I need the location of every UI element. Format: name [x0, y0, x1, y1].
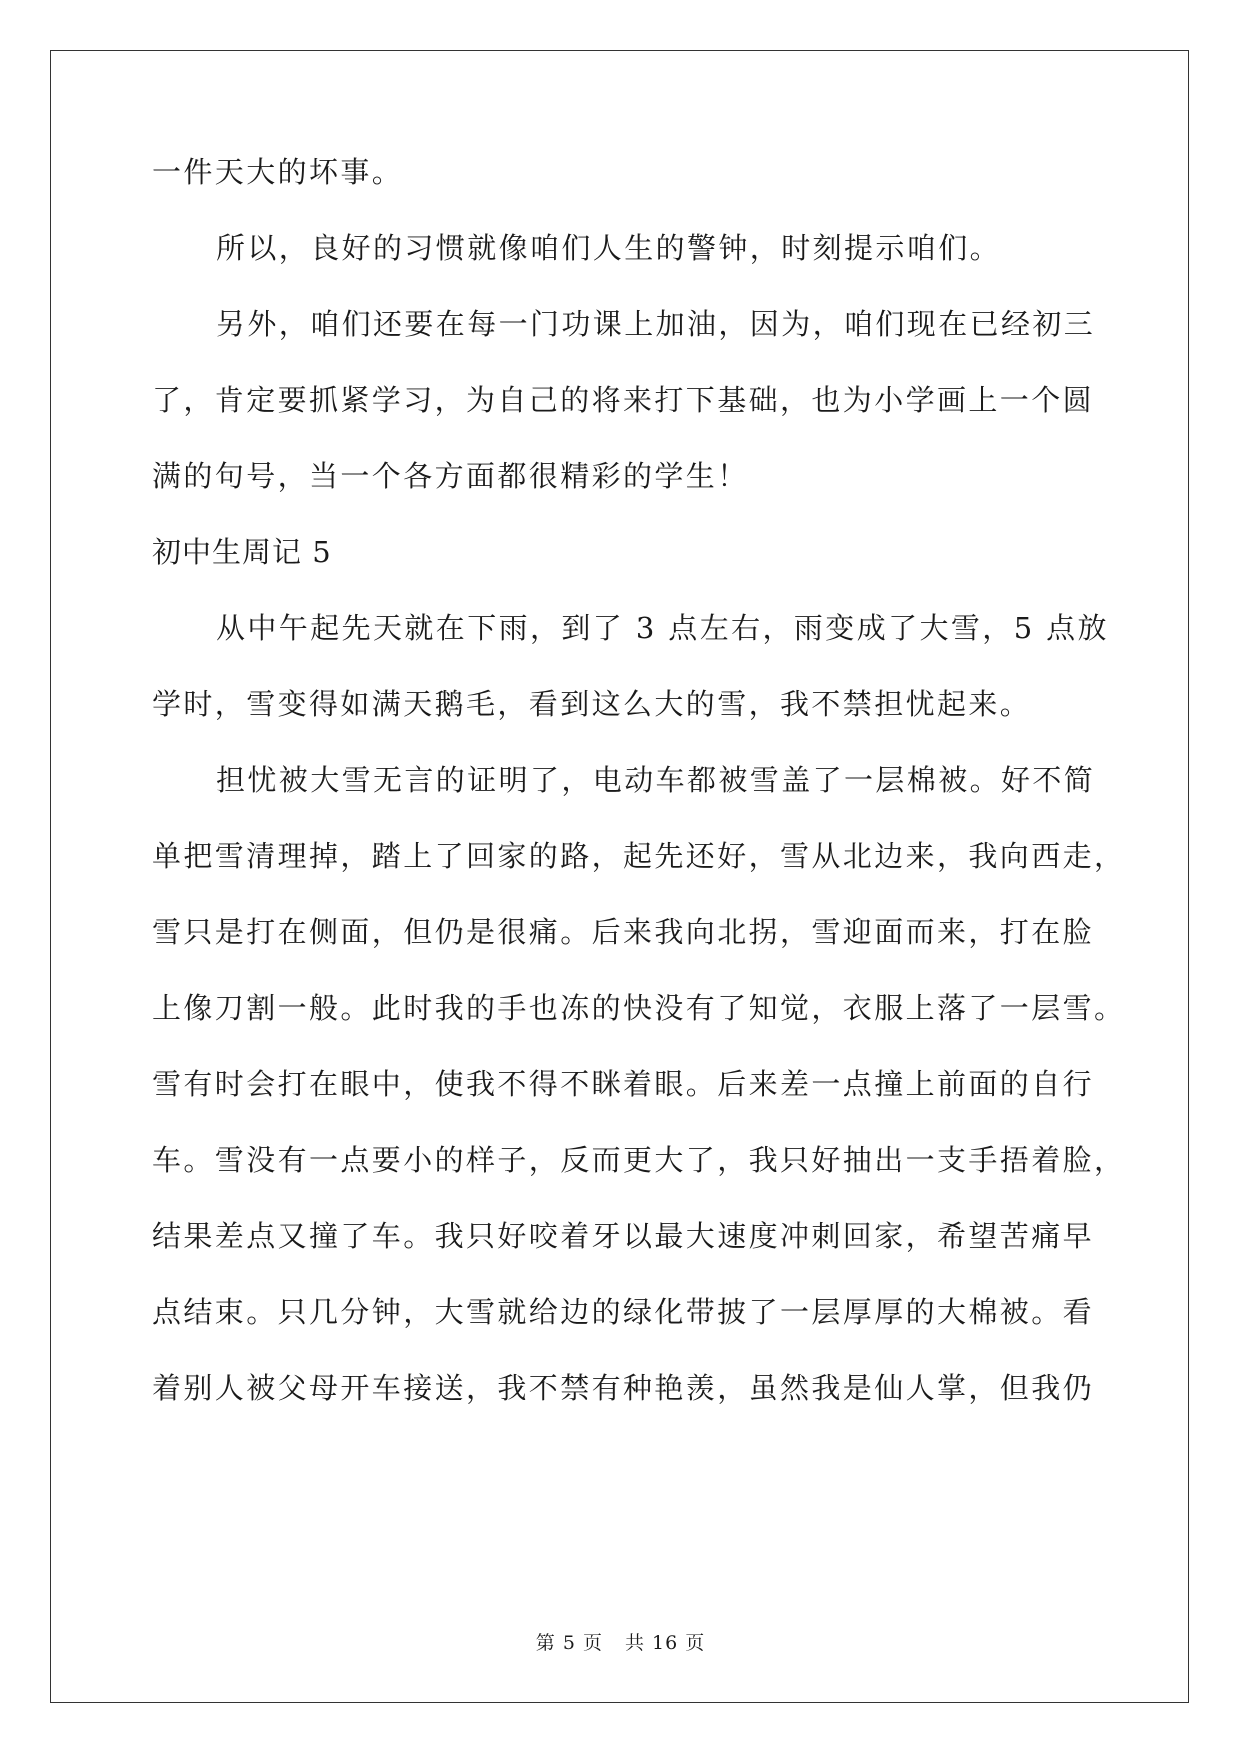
text-line: 车。雪没有一点要小的样子，反而更大了，我只好抽出一支手捂着脸，: [152, 1143, 1126, 1177]
text-line: 雪只是打在侧面，但仍是很痛。后来我向北拐，雪迎面而来，打在脸: [152, 915, 1095, 949]
text-line: 上像刀割一般。此时我的手也冻的快没有了知觉，衣服上落了一层雪。: [152, 991, 1126, 1025]
page-number: 第 5 页: [535, 1632, 603, 1654]
text-line: 点结束。只几分钟，大雪就给边的绿化带披了一层厚厚的大棉被。看: [152, 1295, 1095, 1329]
text-line: 学时，雪变得如满天鹅毛，看到这么大的雪，我不禁担忧起来。: [152, 687, 1032, 721]
text-line: 另外，咱们还要在每一门功课上加油，因为，咱们现在已经初三: [216, 307, 1096, 341]
page-border: [50, 50, 1189, 1703]
page-footer: [0, 1628, 1241, 1655]
text-line: 着别人被父母开车接送，我不禁有种艳羡，虽然我是仙人掌，但我仍: [152, 1371, 1095, 1405]
text-line: 从中午起先天就在下雨，到了 3 点左右，雨变成了大雪，5 点放: [216, 611, 1109, 645]
text-line: 所以，良好的习惯就像咱们人生的警钟，时刻提示咱们。: [216, 231, 1002, 265]
page-total: 共 16 页: [624, 1632, 706, 1654]
text-line: 担忧被大雪无言的证明了，电动车都被雪盖了一层棉被。好不简: [216, 763, 1096, 797]
text-line: 结果差点又撞了车。我只好咬着牙以最大速度冲刺回家，希望苦痛早: [152, 1219, 1095, 1253]
text-line: 了，肯定要抓紧学习，为自己的将来打下基础，也为小学画上一个圆: [152, 383, 1095, 417]
text-line: 雪有时会打在眼中，使我不得不眯着眼。后来差一点撞上前面的自行: [152, 1067, 1095, 1101]
text-line: 一件天大的坏事。: [152, 155, 404, 189]
section-heading: 初中生周记 5: [152, 535, 332, 569]
text-line: 满的句号，当一个各方面都很精彩的学生！: [152, 459, 749, 493]
text-line: 单把雪清理掉，踏上了回家的路，起先还好，雪从北边来，我向西走，: [152, 839, 1126, 873]
